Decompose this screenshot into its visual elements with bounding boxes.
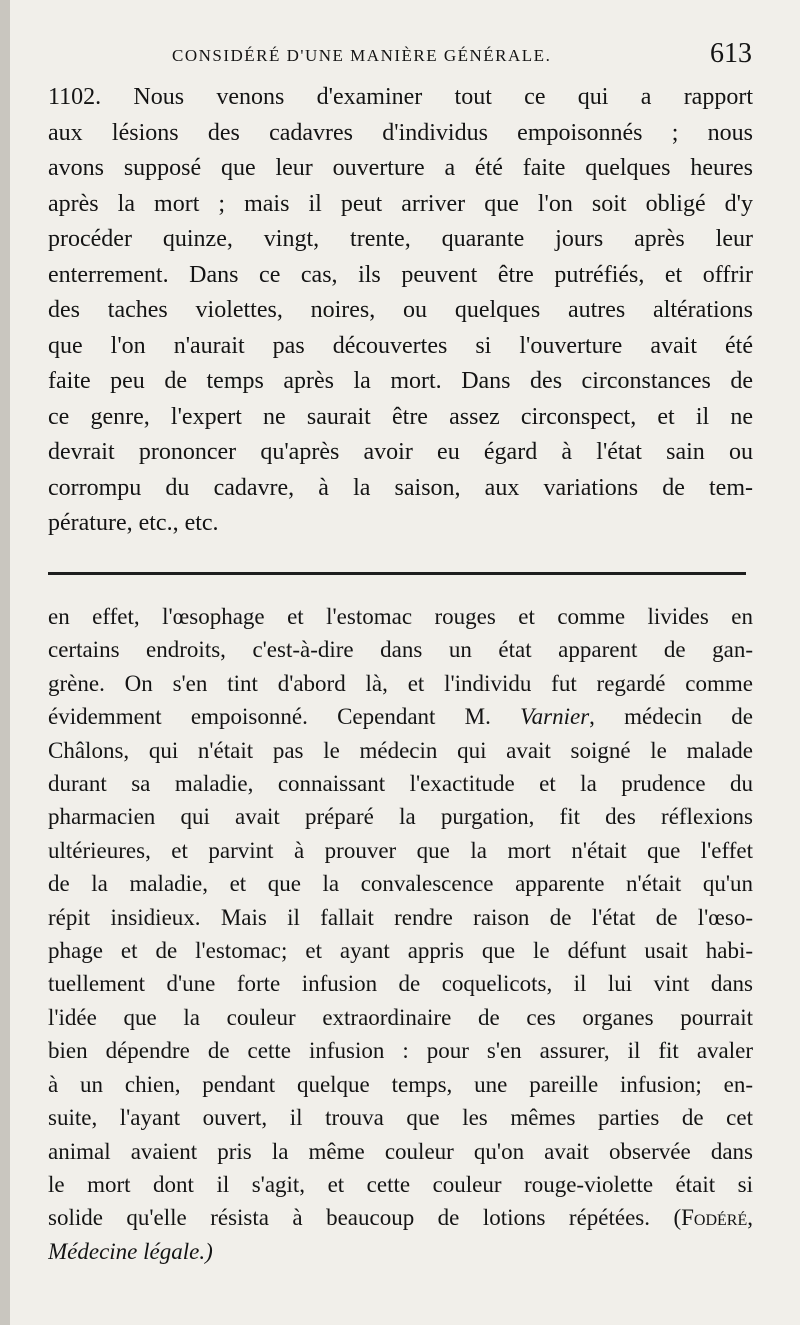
citation-title: Médecine légale.) xyxy=(48,1238,213,1264)
author-varnier: Varnier xyxy=(520,704,590,730)
footnote-divider xyxy=(48,572,746,575)
footnote-line: animal avaient pris la même couleur qu'on avait observée dans xyxy=(48,1138,753,1164)
footnote-line: en effet, l'œsophage et l'estomac rouges et comme livides en xyxy=(48,604,753,629)
author-fodere: Fodéré xyxy=(681,1205,748,1231)
footnote-line-start: solide qu'elle résista à beaucoup de lotions répétées. ( xyxy=(48,1205,682,1231)
footnote-line-start: évidemment empoisonné. Cependant M. xyxy=(48,704,491,730)
footnote-line: certains endroits, c'est-à-dire dans un état apparent de gan- xyxy=(48,637,753,663)
page-number: 613 xyxy=(710,38,752,69)
footnote-line: bien dépendre de cette infusion : pour s'en assurer, il fit avaler xyxy=(48,1038,753,1064)
text-line: enterrement. Dans ce cas, ils peuvent être putréfiés, et offrir xyxy=(48,261,753,288)
text-line: des taches violettes, noires, ou quelques autres altérations xyxy=(48,297,753,323)
footnote-line: à un chien, pendant quelque temps, une pareille infusion; en- xyxy=(48,1071,753,1097)
footnote-line: suite, l'ayant ouvert, il trouva que les mêmes parties de cet xyxy=(48,1105,753,1131)
footnote-line: de la maladie, et que la convalescence apparente n'était qu'un xyxy=(48,871,753,897)
text-line: 1102. Nous venons d'examiner tout ce qui a rapport xyxy=(48,84,753,110)
footnote-line: l'idée que la couleur extraordinaire de ces organes pourrait xyxy=(48,1004,753,1030)
footnote-line: tuellement d'une forte infusion de coquelicots, il lui vint dans xyxy=(48,971,753,997)
text-line: procéder quinze, vingt, trente, quarante jours après leur xyxy=(48,226,753,252)
footnote-citation xyxy=(48,1235,753,1268)
text-line: aux lésions des cadavres d'individus empoisonnés ; nous xyxy=(48,119,753,146)
footnote-line: répit insidieux. Mais il fallait rendre raison de l'état de l'œso- xyxy=(48,904,753,930)
footnote-line: phage et de l'estomac; et ayant appris que le défunt usait habi- xyxy=(48,938,753,964)
text-line: après la mort ; mais il peut arriver que l'on soit obligé d'y xyxy=(48,190,753,217)
text-line: faite peu de temps après la mort. Dans des circonstances de xyxy=(48,368,753,394)
text-line: pérature, etc., etc. xyxy=(48,510,219,536)
text-line: que l'on n'aurait pas découvertes si l'ouverture avait été xyxy=(48,332,753,359)
running-title: CONSIDÉRÉ D'UNE MANIÈRE GÉNÉRALE. xyxy=(172,46,552,65)
text-line: avons supposé que leur ouverture a été faite quelques heures xyxy=(48,155,753,181)
footnote-line: pharmacien qui avait préparé la purgation, fit des réflexions xyxy=(48,804,753,830)
footnote-line-varnier xyxy=(48,700,753,733)
footnote-line-end: , médecin de xyxy=(589,704,753,730)
text-line: devrait prononcer qu'après avoir eu égard à l'état sain ou xyxy=(48,439,753,465)
running-head xyxy=(172,38,752,74)
footnote-line: le mort dont il s'agit, et cette couleur rouge-violette était si xyxy=(48,1171,753,1197)
main-paragraph xyxy=(48,80,753,542)
footnote-line: grène. On s'en tint d'abord là, et l'individu fut regardé comme xyxy=(48,670,753,696)
footnote xyxy=(48,600,753,1268)
footnote-line-fodere xyxy=(48,1201,753,1234)
footnote-line: durant sa maladie, connaissant l'exactitude et la prudence du xyxy=(48,771,753,797)
text-line: ce genre, l'expert ne saurait être assez circonspect, et il ne xyxy=(48,403,753,430)
footnote-line-end: , xyxy=(747,1205,753,1231)
footnote-line: Châlons, qui n'était pas le médecin qui avait soigné le malade xyxy=(48,737,753,763)
footnote-line: ultérieures, et parvint à prouver que la mort n'était que l'effet xyxy=(48,837,753,863)
text-line: corrompu du cadavre, à la saison, aux variations de tem- xyxy=(48,474,753,501)
